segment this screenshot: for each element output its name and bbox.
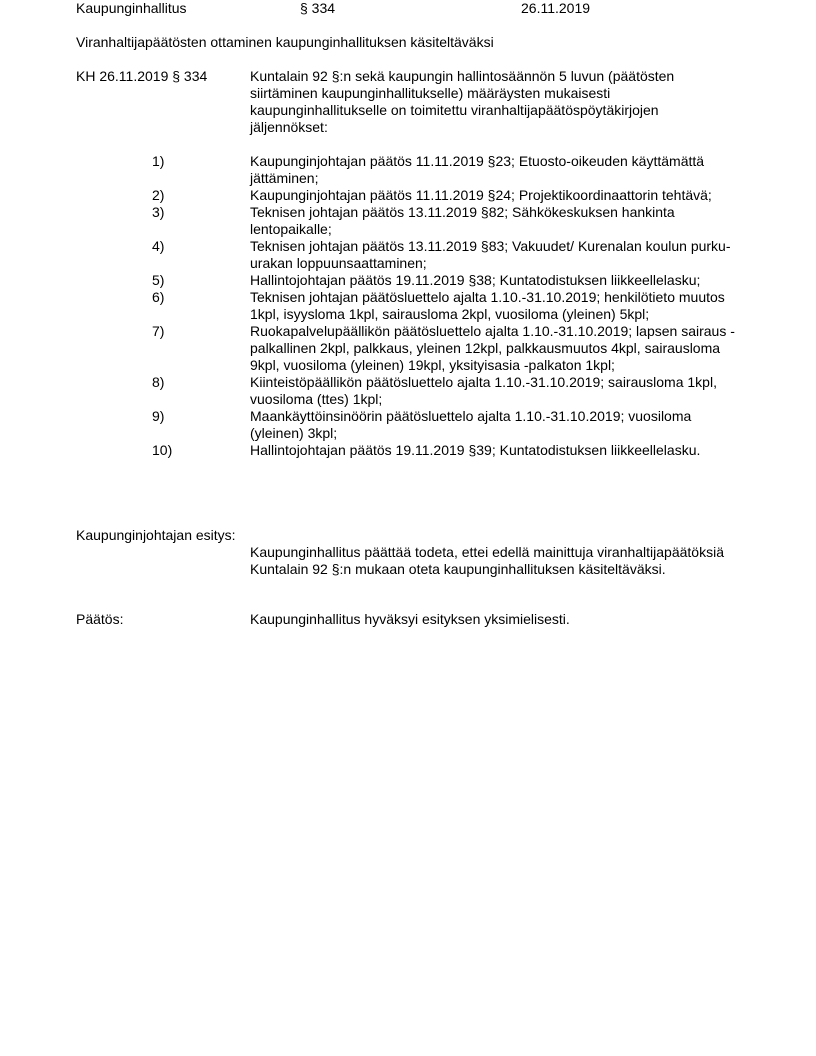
- list-item-text: Teknisen johtajan päätösluettelo ajalta 1.10.-31.10.2019; henkilötieto muutos 1kpl, isyysloma 1kpl, sairausloma 2kpl, vuosiloma (yleinen) 5kpl;: [250, 289, 725, 322]
- list-item-number: 5): [152, 272, 165, 288]
- list-item-number: 7): [152, 323, 165, 339]
- header-date: 26.11.2019: [521, 0, 591, 16]
- decision-label: Päätös:: [76, 611, 124, 627]
- list-item-text: Hallintojohtajan päätös 19.11.2019 §39; Kuntatodistuksen liikkeellelasku.: [250, 442, 701, 458]
- list-item-text: Maankäyttöinsinöörin päätösluettelo ajalta 1.10.-31.10.2019; vuosiloma (yleinen) 3kpl;: [250, 408, 692, 441]
- list-item-number: 4): [152, 238, 165, 254]
- header-section: § 334: [300, 0, 336, 16]
- proposal-label: Kaupunginjohtajan esitys:: [76, 527, 236, 543]
- list-item-text: Ruokapalvelupäällikön päätösluettelo ajalta 1.10.-31.10.2019; lapsen sairaus -palkallinen 2kpl, palkkaus, yleinen 12kpl, palkkausmuutos 4kpl, sairausloma 9kpl, vuosiloma (yleinen) 19kpl, yksityisasia -palkaton 1kpl;: [250, 323, 735, 373]
- decision-text: Kaupunginhallitus hyväksyi esityksen yksimielisesti.: [250, 611, 570, 627]
- reference-intro: Kuntalain 92 §:n sekä kaupungin hallintosäännön 5 luvun (päätösten siirtäminen kaupunginhallitukselle) määräysten mukaisesti kaupunginhallitukselle on toimitettu viranhaltijapäätöspöytäkirjojen jäljennökset:: [250, 68, 675, 135]
- list-item-text: Hallintojohtajan päätös 19.11.2019 §38; Kuntatodistuksen liikkeellelasku;: [250, 272, 701, 288]
- list-item-number: 6): [152, 289, 165, 305]
- list-item-number: 10): [152, 442, 173, 458]
- list-item-text: Teknisen johtajan päätös 13.11.2019 §83; Vakuudet/ Kurenalan koulun purku-urakan loppuunsaattaminen;: [250, 238, 731, 271]
- list-item-number: 2): [152, 187, 165, 203]
- reference-label: KH 26.11.2019 § 334: [76, 68, 208, 84]
- list-item-text: Kiinteistöpäällikön päätösluettelo ajalta 1.10.-31.10.2019; sairausloma 1kpl, vuosiloma (ttes) 1kpl;: [250, 374, 717, 407]
- document-title: Viranhaltijapäätösten ottaminen kaupunginhallituksen käsiteltäväksi: [76, 34, 494, 50]
- list-item-number: 1): [152, 153, 165, 169]
- list-item-number: 9): [152, 408, 165, 424]
- header-body: Kaupunginhallitus: [76, 0, 187, 16]
- proposal-text: Kaupunginhallitus päättää todeta, ettei edellä mainittuja viranhaltijapäätöksiä Kuntalain 92 §:n mukaan oteta kaupunginhallituksen käsiteltäväksi.: [250, 544, 724, 577]
- list-item-number: 3): [152, 204, 165, 220]
- list-item-text: Kaupunginjohtajan päätös 11.11.2019 §24; Projektikoordinaattorin tehtävä;: [250, 187, 712, 203]
- list-item-text: Kaupunginjohtajan päätös 11.11.2019 §23; Etuosto-oikeuden käyttämättä jättäminen;: [250, 153, 705, 186]
- list-item-number: 8): [152, 374, 165, 390]
- list-item-text: Teknisen johtajan päätös 13.11.2019 §82; Sähkökeskuksen hankinta lentopaikalle;: [250, 204, 675, 237]
